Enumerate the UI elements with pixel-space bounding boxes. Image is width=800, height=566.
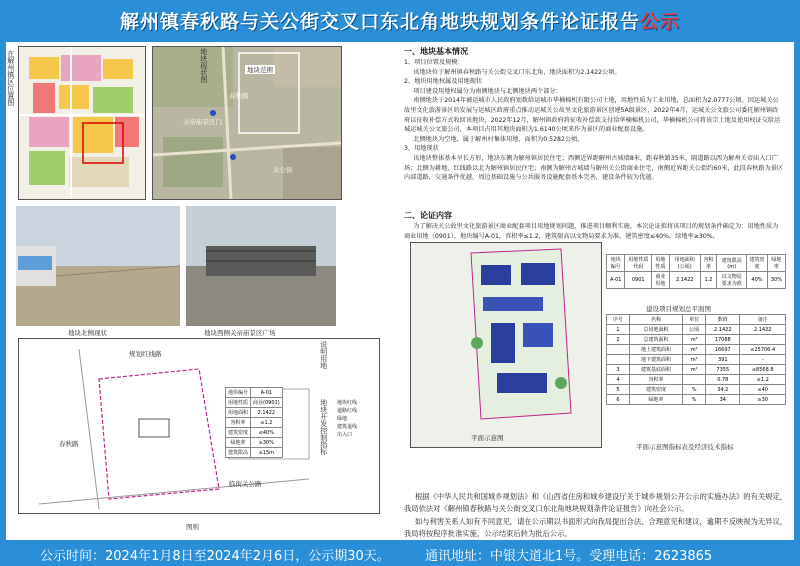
- content-panel: [6, 42, 794, 540]
- cell: 建筑基底面积: [629, 365, 682, 375]
- north-photo-graphic: [16, 206, 180, 326]
- cell: A-01: [251, 388, 283, 398]
- plan-legend: [337, 399, 357, 439]
- cell: 2: [607, 335, 630, 345]
- plan-side-label-2: 地块开发控制指标: [319, 399, 328, 455]
- north-photo-caption: 地块北侧现状: [68, 329, 107, 337]
- section1-sub1: 1、项目位置及规模：: [404, 59, 464, 66]
- location-map: [18, 46, 146, 200]
- section2-heading: 二、论证内容: [404, 211, 452, 220]
- table-row: [607, 315, 786, 325]
- table-row: [607, 272, 786, 289]
- economic-table-body: [607, 325, 786, 405]
- economic-index-table: [606, 314, 786, 405]
- section1-sub2: 2、地块用地权属及用地现状: [404, 78, 483, 86]
- cell: %: [683, 395, 706, 405]
- table-row: [226, 418, 283, 428]
- section1-sub3: 3、用地现状: [404, 145, 439, 153]
- cell: 1.2: [700, 272, 717, 289]
- title-suffix: 公示: [640, 10, 681, 33]
- cell: 40%: [747, 272, 768, 289]
- plan-index-table: [225, 387, 283, 458]
- cell: ≤40: [740, 385, 786, 395]
- site-map-label: 地块现状图: [199, 48, 208, 83]
- plan-road-1: 规划红线路: [129, 350, 162, 358]
- th: 用地面积(公顷): [669, 255, 700, 272]
- cell: 总用地面积: [629, 325, 682, 335]
- legend-item: 地块红线: [337, 400, 358, 406]
- footer: [0, 542, 800, 566]
- footer-contact: 通讯地址：中银大道北1号。受理电话：2623865: [425, 549, 713, 564]
- road-label-guangong: 关公街: [273, 166, 293, 174]
- table-row: [607, 385, 786, 395]
- cell: 7355: [706, 365, 740, 375]
- site-tag-gate: 关帝庙景区门: [183, 118, 222, 126]
- th: 用地性质代码: [625, 255, 652, 272]
- cell: 以文物局要求为准: [717, 272, 747, 289]
- th: 容积率: [700, 255, 717, 272]
- cell: 16697: [706, 345, 740, 355]
- cell: 商业(0901): [251, 398, 283, 408]
- table-row: [226, 388, 283, 398]
- master-plan-title: 建设项目规划总平面图: [646, 305, 711, 313]
- cell: m²: [683, 365, 706, 375]
- plan-side-label-1: 说明用地: [319, 341, 328, 369]
- cell: ≤25706.4: [740, 345, 786, 355]
- west-photo-caption: 地块西侧关帝庙景区广场: [204, 329, 276, 337]
- cell: ≥30%: [251, 438, 283, 448]
- cell: 建筑密度: [226, 428, 251, 438]
- master-plan-graphic: [411, 243, 601, 447]
- section1-p2: 项目建设用地权属分为南侧地块与北侧地块两个部分：: [413, 87, 562, 95]
- table-row: [226, 398, 283, 408]
- th: 单位: [683, 315, 706, 325]
- cell: [683, 375, 706, 385]
- zoning-plan: [18, 338, 380, 514]
- cell: -: [740, 355, 786, 365]
- cell: 建筑限高: [226, 448, 251, 458]
- cell: ≤8568.8: [740, 365, 786, 375]
- road-label-chunqiu: 春秋路: [229, 92, 249, 100]
- location-map-graphic: [19, 47, 145, 199]
- cell: 地块编号: [226, 388, 251, 398]
- cell: 用地面积: [226, 408, 251, 418]
- section2-p1: 为了解决关公故里文化旅游景区商业配套项目用地规划问题，推进项目顺利实施，本次论证拟将该项目的规划条件确定为：用地性质为商业用地（0901），地块编号A-01，容积率≤1.2，建筑限高以文物局要求为准，建筑密度≤40%，绿地率≥30%。: [404, 223, 779, 240]
- th: 名称: [629, 315, 682, 325]
- west-photo-graphic: [186, 206, 336, 326]
- cell: m²: [683, 345, 706, 355]
- footer-period: 公示时间：2024年1月8日至2024年2月6日，公示期30天。: [40, 549, 390, 564]
- plan-road-2: 春秋路: [59, 440, 79, 448]
- plan-caption: 图则: [186, 523, 199, 531]
- public-notice-text: [404, 491, 789, 541]
- th: 地块编号: [607, 255, 625, 272]
- table-row: [607, 365, 786, 375]
- notice-p2: 如与利害关系人如有不同意见，请在公示期以书面形式向我局提出合法、合理意见和建议，逾期不反映视为无异议，我局将按程序批准实施，公示结束后转为批后公示。: [404, 516, 788, 539]
- cell: 5: [607, 385, 630, 395]
- cell: 17088: [706, 335, 740, 345]
- th: 绿地率: [767, 255, 785, 272]
- cell: ≤1.2: [740, 375, 786, 385]
- cell: [740, 335, 786, 345]
- section1-p1: 该地块位于解州镇春秋路与关公街交叉口东北角，地块面积为2.1422公顷。: [413, 68, 621, 76]
- th: 数值: [706, 315, 740, 325]
- cell: ≤40%: [251, 428, 283, 438]
- th: 用地性质: [652, 255, 670, 272]
- table-row: [226, 428, 283, 438]
- cell: 1: [607, 325, 630, 335]
- cell: 3: [607, 365, 630, 375]
- site-tag-range: 地块范围: [247, 66, 273, 74]
- table-row: [607, 355, 786, 365]
- table-row: [607, 335, 786, 345]
- cell: 391: [706, 355, 740, 365]
- cell: ≥30: [740, 395, 786, 405]
- cell: m²: [683, 335, 706, 345]
- cell: 地上建筑面积: [629, 345, 682, 355]
- planning-conditions-table: [606, 254, 786, 289]
- west-plaza-photo: [186, 206, 336, 326]
- cell: 0.78: [706, 375, 740, 385]
- section1-p5: 该地块整体基本呈长方形，地块东侧为解州镇居民住宅；西侧近界距解州古城墙8米，距春秋路35米，隔道路以西为解州关帝庙入口广场；北侧为耕地，红线路以北为解州镇居民住宅；南侧为解州古城墙与解州关公街商业住宅，南侧近界距关公街约60米，此段春秋路为景区内部道路，交通条件优越，周边基础设施与公共服务设施配套基本完善，建设条件较为优越。: [404, 155, 784, 182]
- legend-item: 建筑退线: [337, 424, 358, 430]
- title-main: 解州镇春秋路与关公街交叉口东北角地块规划条件论证报告: [119, 10, 640, 33]
- cell: 总建筑面积: [629, 335, 682, 345]
- cell: 容积率: [629, 375, 682, 385]
- cell: 建筑密度: [629, 385, 682, 395]
- section1-heading: 一、地块基本情况: [404, 47, 468, 56]
- cell: 30%: [767, 272, 785, 289]
- cell: ≤15m: [251, 448, 283, 458]
- section1-body: [404, 58, 784, 183]
- north-site-photo: [16, 206, 180, 326]
- cell: 地下建筑面积: [629, 355, 682, 365]
- location-map-label: 在解州镇区位置图: [6, 50, 15, 106]
- site-master-plan: [410, 242, 602, 448]
- master-plan-caption: 平面示意图: [471, 434, 504, 442]
- table-row: [226, 448, 283, 458]
- table-row: [607, 255, 786, 272]
- cell: 34.2: [706, 385, 740, 395]
- table-row: [607, 375, 786, 385]
- cell: 商业用地: [652, 272, 670, 289]
- table-row: [607, 325, 786, 335]
- cell: 2.1422: [251, 408, 283, 418]
- page-title: [0, 0, 800, 40]
- section1-p3: 南侧地块于2014年被运城市人民政府划拨给运城市华楠棉机有限公司土地，用地性质为工业用地，总面积为2.0777公顷。因运城关公故里文化旅游景区的发展与运城区政府重点推动运城关公故里文化旅游景区创建5A级景区，2022年4月，运城关公文旅公司委托解州镇政府以征收补偿方式收回该地块，2022年12月，解州镇政府将征收补偿款支付给华楠棉机公司，华楠棉机公司将该宗土地及使用权证交给运城运城关公文旅公司，本项目占用其地块面积为1.6140公顷来作为景区的商业配套设施。: [404, 97, 781, 134]
- table-row: [226, 408, 283, 418]
- cell: [607, 345, 630, 355]
- legend-item: 出入口: [337, 432, 353, 438]
- economic-table-caption: 平面示意图指标表及经济技术指标: [636, 443, 734, 451]
- cell: 公顷: [683, 325, 706, 335]
- th: 建筑密度: [747, 255, 768, 272]
- th: 备注: [740, 315, 786, 325]
- th: 序号: [607, 315, 630, 325]
- cell: [607, 355, 630, 365]
- site-aerial-map: [152, 46, 342, 200]
- table-row: [607, 345, 786, 355]
- cell: 2.1422: [669, 272, 700, 289]
- cell: 34: [706, 395, 740, 405]
- legend-item: 道路红线: [337, 408, 358, 414]
- cell: A-01: [607, 272, 625, 289]
- cell: 绿地率: [226, 438, 251, 448]
- cell: 用地性质: [226, 398, 251, 408]
- cell: ≤1.2: [251, 418, 283, 428]
- table-row: [226, 438, 283, 448]
- cell: 容积率: [226, 418, 251, 428]
- cell: 2.1422: [706, 325, 740, 335]
- th: 建筑限高(m): [717, 255, 747, 272]
- legend-item: 绿地: [337, 416, 348, 422]
- cell: 2.1422: [740, 325, 786, 335]
- cell: 4: [607, 375, 630, 385]
- cell: 绿地率: [629, 395, 682, 405]
- cell: %: [683, 385, 706, 395]
- table-row: [607, 395, 786, 405]
- section1-p4: 北侧地块为空地，属于解州村集体用地，面积为0.5282公顷。: [413, 135, 584, 143]
- notice-p1: 根据《中华人民共和国城乡规划法》和《山西省住房和城乡建设厅关于城乡规划公开公示的实施办法》的有关规定，我局依法对《解州镇春秋路与关公街交叉口东北角地块规划条件论证报告》向社会公示。: [404, 492, 788, 514]
- cell: 0901: [625, 272, 652, 289]
- cell: m²: [683, 355, 706, 365]
- cell: 6: [607, 395, 630, 405]
- plan-road-3: 临街关公路: [229, 480, 262, 488]
